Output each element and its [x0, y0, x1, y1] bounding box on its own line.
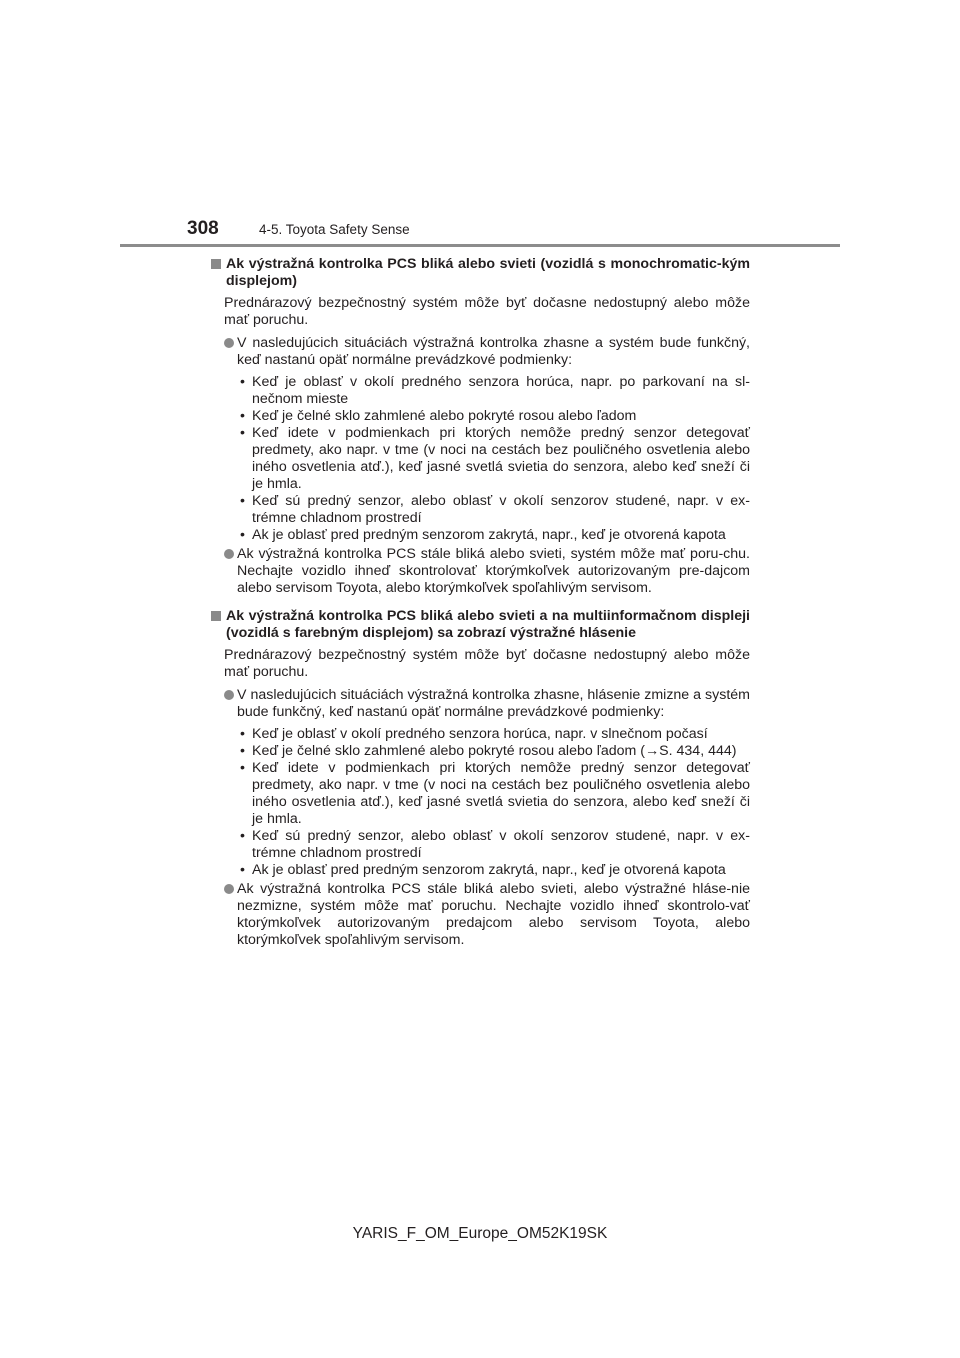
list-item: • Keď sú predný senzor, alebo oblasť v okolí senzorov studené, napr. v ex-trémne chladnom prostredí	[240, 493, 750, 526]
section-heading-text: Ak výstražná kontrolka PCS bliká alebo svieti (vozidlá s monochromatic-kým displejom)	[226, 256, 750, 289]
square-bullet-icon	[211, 259, 221, 269]
list-item: • Keď idete v podmienkach pri ktorých nemôže predný senzor detegovať predmety, ako napr. v tme (v noci na cestách bez pouličného osvetlenia alebo iného osvetlenia atď.), keď jasné svetlá svietia do senzora, alebo keď sneží či je hmla.	[240, 425, 750, 492]
section-intro: Prednárazový bezpečnostný systém môže byť dočasne nedostupný alebo môže mať poruchu.	[224, 295, 750, 328]
circle-bullet-icon	[224, 549, 234, 559]
bullet-list	[238, 374, 750, 544]
bullet-glyph: •	[240, 493, 245, 509]
circle-item-text: Ak výstražná kontrolka PCS stále bliká alebo svieti, systém môže mať poru-chu. Nechajte vozidlo ihneď skontrolovať ktorýmkoľvek autorizovaným pre-dajcom alebo servisom Toyota, alebo ktorýmkoľvek spoľahlivým servisom.	[237, 546, 750, 596]
bullet-glyph: •	[240, 760, 245, 776]
circle-bullet-icon	[224, 690, 234, 700]
square-bullet-icon	[211, 611, 221, 621]
section-heading-1	[210, 256, 750, 290]
bullet-glyph: •	[240, 743, 245, 759]
section-heading-2	[210, 608, 750, 642]
list-item: • Ak je oblasť pred predným senzorom zakrytá, napr., keď je otvorená kapota	[240, 527, 726, 543]
list-item: • Ak je oblasť pred predným senzorom zakrytá, napr., keď je otvorená kapota	[240, 862, 726, 878]
list-item: • Keď je oblasť v okolí predného senzora horúca, napr. v slnečnom počasí	[240, 726, 708, 742]
circle-item-text: V nasledujúcich situáciách výstražná kontrolka zhasne a systém bude funkčný, keď nastanú opäť normálne prevádzkové podmienky:	[237, 335, 750, 368]
circle-bullet-icon	[224, 338, 234, 348]
page-content	[210, 256, 750, 954]
circle-item-text: Ak výstražná kontrolka PCS stále bliká alebo svieti, alebo výstražné hláse-nie nezmizne, systém môže mať poruchu. Nechajte vozidlo ihneď skontrolo-vať ktorýmkoľvek autorizovaným predajcom alebo servisom Toyota, alebo ktorýmkoľvek spoľahlivým servisom.	[237, 881, 750, 948]
bullet-glyph: •	[240, 408, 245, 424]
circle-item-text: V nasledujúcich situáciách výstražná kontrolka zhasne, hlásenie zmizne a systém bude funkčný, keď nastanú opäť normálne prevádzkové podmienky:	[237, 687, 750, 720]
bullet-glyph: •	[240, 527, 245, 543]
bullet-glyph: •	[240, 425, 245, 441]
circle-item	[224, 335, 750, 369]
list-item: • Keď je čelné sklo zahmlené alebo pokryté rosou alebo ľadom	[240, 408, 637, 424]
list-item: • Keď je oblasť v okolí predného senzora horúca, napr. po parkovaní na sl-nečnom mieste	[240, 374, 750, 407]
section-intro: Prednárazový bezpečnostný systém môže byť dočasne nedostupný alebo môže mať poruchu.	[224, 647, 750, 680]
section-heading-text: Ak výstražná kontrolka PCS bliká alebo svieti a na multiinformačnom displeji (vozidlá s farebným displejom) sa zobrazí výstražné hlásenie	[226, 608, 750, 641]
circle-item	[224, 687, 750, 721]
circle-item	[224, 546, 750, 597]
bullet-list	[238, 726, 750, 879]
bullet-glyph: •	[240, 726, 245, 742]
circle-bullet-icon	[224, 884, 234, 894]
header-divider	[120, 244, 840, 247]
list-item: • Keď je čelné sklo zahmlené alebo pokryté rosou alebo ľadom (→S. 434, 444)	[240, 743, 737, 759]
circle-item	[224, 881, 750, 949]
list-item: • Keď idete v podmienkach pri ktorých nemôže predný senzor detegovať predmety, ako napr. v tme (v noci na cestách bez pouličného osvetlenia alebo iného osvetlenia atď.), keď jasné svetlá svietia do senzora, alebo keď sneží či je hmla.	[240, 760, 750, 827]
bullet-glyph: •	[240, 828, 245, 844]
bullet-glyph: •	[240, 374, 245, 390]
page-number: 308	[187, 218, 219, 239]
footer-doc-code: YARIS_F_OM_Europe_OM52K19SK	[352, 1225, 608, 1242]
list-item: • Keď sú predný senzor, alebo oblasť v okolí senzorov studené, napr. v ex-trémne chladnom prostredí	[240, 828, 750, 861]
bullet-glyph: •	[240, 862, 245, 878]
section-title: 4-5. Toyota Safety Sense	[259, 222, 410, 237]
